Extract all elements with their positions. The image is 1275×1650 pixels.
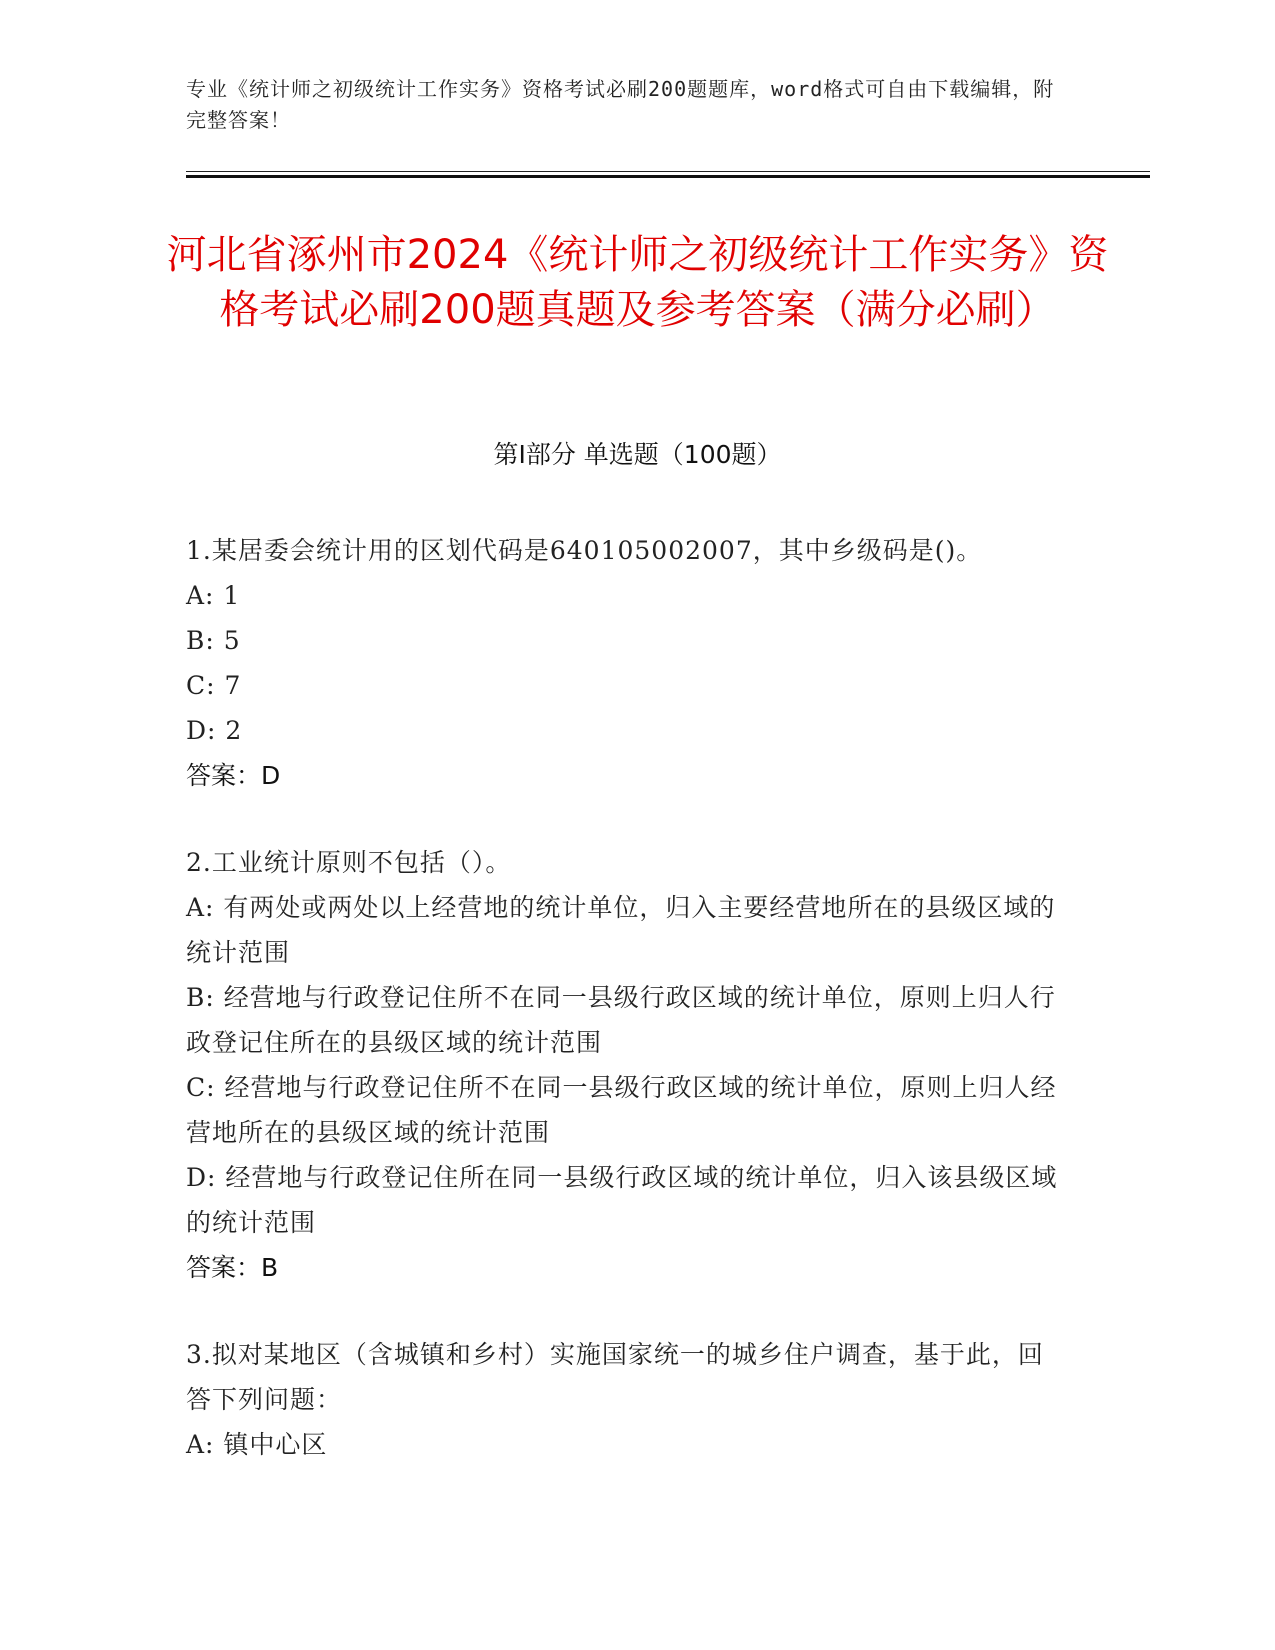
question-stem: 1.某居委会统计用的区划代码是640105002007，其中乡级码是()。	[186, 536, 983, 565]
header-divider-thick	[186, 175, 1150, 178]
question-stem: 3.拟对某地区（含城镇和乡村）实施国家统一的城乡住户调查，基于此，回答下列问题：	[186, 1340, 1044, 1414]
document-title: 河北省涿州市2024《统计师之初级统计工作实务》资格考试必刷200题真题及参考答案（满分必刷）	[166, 232, 1109, 333]
option-a: A: 镇中心区	[186, 1430, 328, 1459]
question-3	[186, 1332, 1066, 1467]
header-divider-thin	[186, 171, 1150, 172]
answer-label: 答案：D	[186, 761, 281, 790]
header-note: 专业《统计师之初级统计工作实务》资格考试必刷200题题库，word格式可自由下载编辑，附完整答案！	[186, 77, 1055, 132]
section-heading: 第Ⅰ部分 单选题（100题）	[493, 440, 782, 469]
option-b: B: 经营地与行政登记住所不在同一县级行政区域的统计单位，原则上归人行政登记住所在的县级区域的统计范围	[186, 983, 1056, 1057]
option-c: C: 7	[186, 671, 242, 700]
option-c: C: 经营地与行政登记住所不在同一县级行政区域的统计单位，原则上归人经营地所在的县级区域的统计范围	[186, 1073, 1057, 1147]
answer-label: 答案：B	[186, 1253, 279, 1282]
option-d: D: 2	[186, 716, 243, 745]
option-d: D: 经营地与行政登记住所在同一县级行政区域的统计单位，归入该县级区域的统计范围	[186, 1163, 1058, 1237]
option-a: A: 1	[186, 581, 241, 610]
question-2	[186, 840, 1066, 1290]
option-a: A: 有两处或两处以上经营地的统计单位，归入主要经营地所在的县级区域的统计范围	[186, 893, 1056, 967]
question-stem: 2.工业统计原则不包括（）。	[186, 848, 512, 877]
option-b: B: 5	[186, 626, 241, 655]
question-list	[186, 528, 1066, 1509]
question-1	[186, 528, 1066, 798]
